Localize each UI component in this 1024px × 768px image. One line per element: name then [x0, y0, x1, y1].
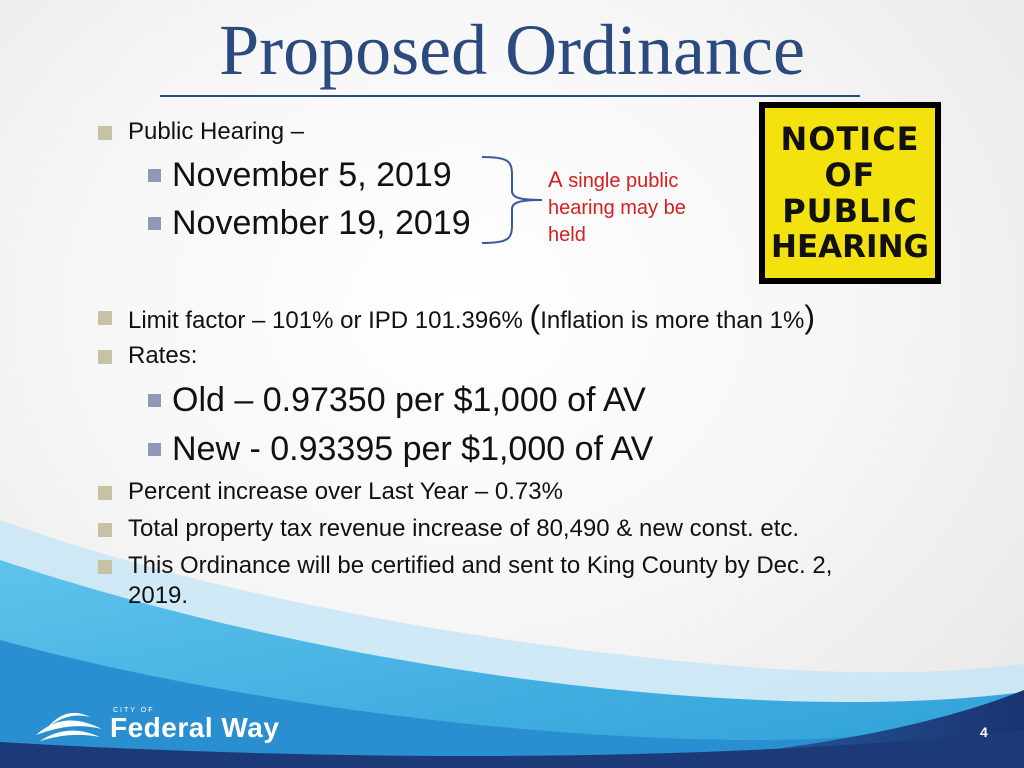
bullet-revenue-increase: Total property tax revenue increase of 80,490 & new const. etc.: [128, 515, 800, 542]
bullet-rates: Rates:: [128, 342, 198, 369]
bullet-public-hearing: Public Hearing –: [128, 118, 305, 145]
note-first-letter: A: [548, 167, 563, 192]
sign-line-1: NOTICE: [780, 120, 920, 158]
note-line-1: single public: [562, 170, 679, 192]
logo-federal-way: Federal Way: [110, 712, 280, 743]
title-underline: [160, 95, 860, 97]
federal-way-logo-icon: [34, 705, 104, 745]
bullet-certified: [128, 551, 988, 611]
slide-title: Proposed Ordinance: [219, 10, 805, 90]
bullet-date-2: November 19, 2019: [172, 204, 471, 242]
logo-city-of: CITY OF: [113, 707, 155, 714]
bullet-limit-factor: [128, 299, 815, 336]
notice-of-public-hearing-sign: [759, 102, 941, 284]
bullet-date-1: November 5, 2019: [172, 156, 452, 194]
note-line-2: hearing may be: [548, 197, 686, 219]
page-number: 4: [980, 724, 988, 740]
note-line-3: held: [548, 224, 586, 246]
bullet-new-rate: New - 0.93395 per $1,000 of AV: [172, 430, 654, 468]
sign-line-3: PUBLIC: [782, 192, 918, 230]
curly-brace: [478, 155, 546, 245]
paren-close: ): [804, 299, 815, 335]
limit-factor-text: Limit factor – 101% or IPD 101.396%: [128, 307, 530, 334]
bullet-old-rate: Old – 0.97350 per $1,000 of AV: [172, 381, 646, 419]
single-hearing-note: [548, 166, 748, 249]
sign-line-4: HEARING: [771, 229, 929, 265]
paren-open: (: [529, 299, 541, 335]
bullet-percent-increase: Percent increase over Last Year – 0.73%: [128, 478, 563, 505]
sign-line-2: OF: [824, 156, 876, 194]
certified-line-2: 2019.: [128, 582, 189, 609]
certified-line-1: This Ordinance will be certified and sent to King County by Dec. 2,: [128, 552, 833, 579]
limit-factor-paren-text: Inflation is more than 1%: [540, 307, 805, 334]
